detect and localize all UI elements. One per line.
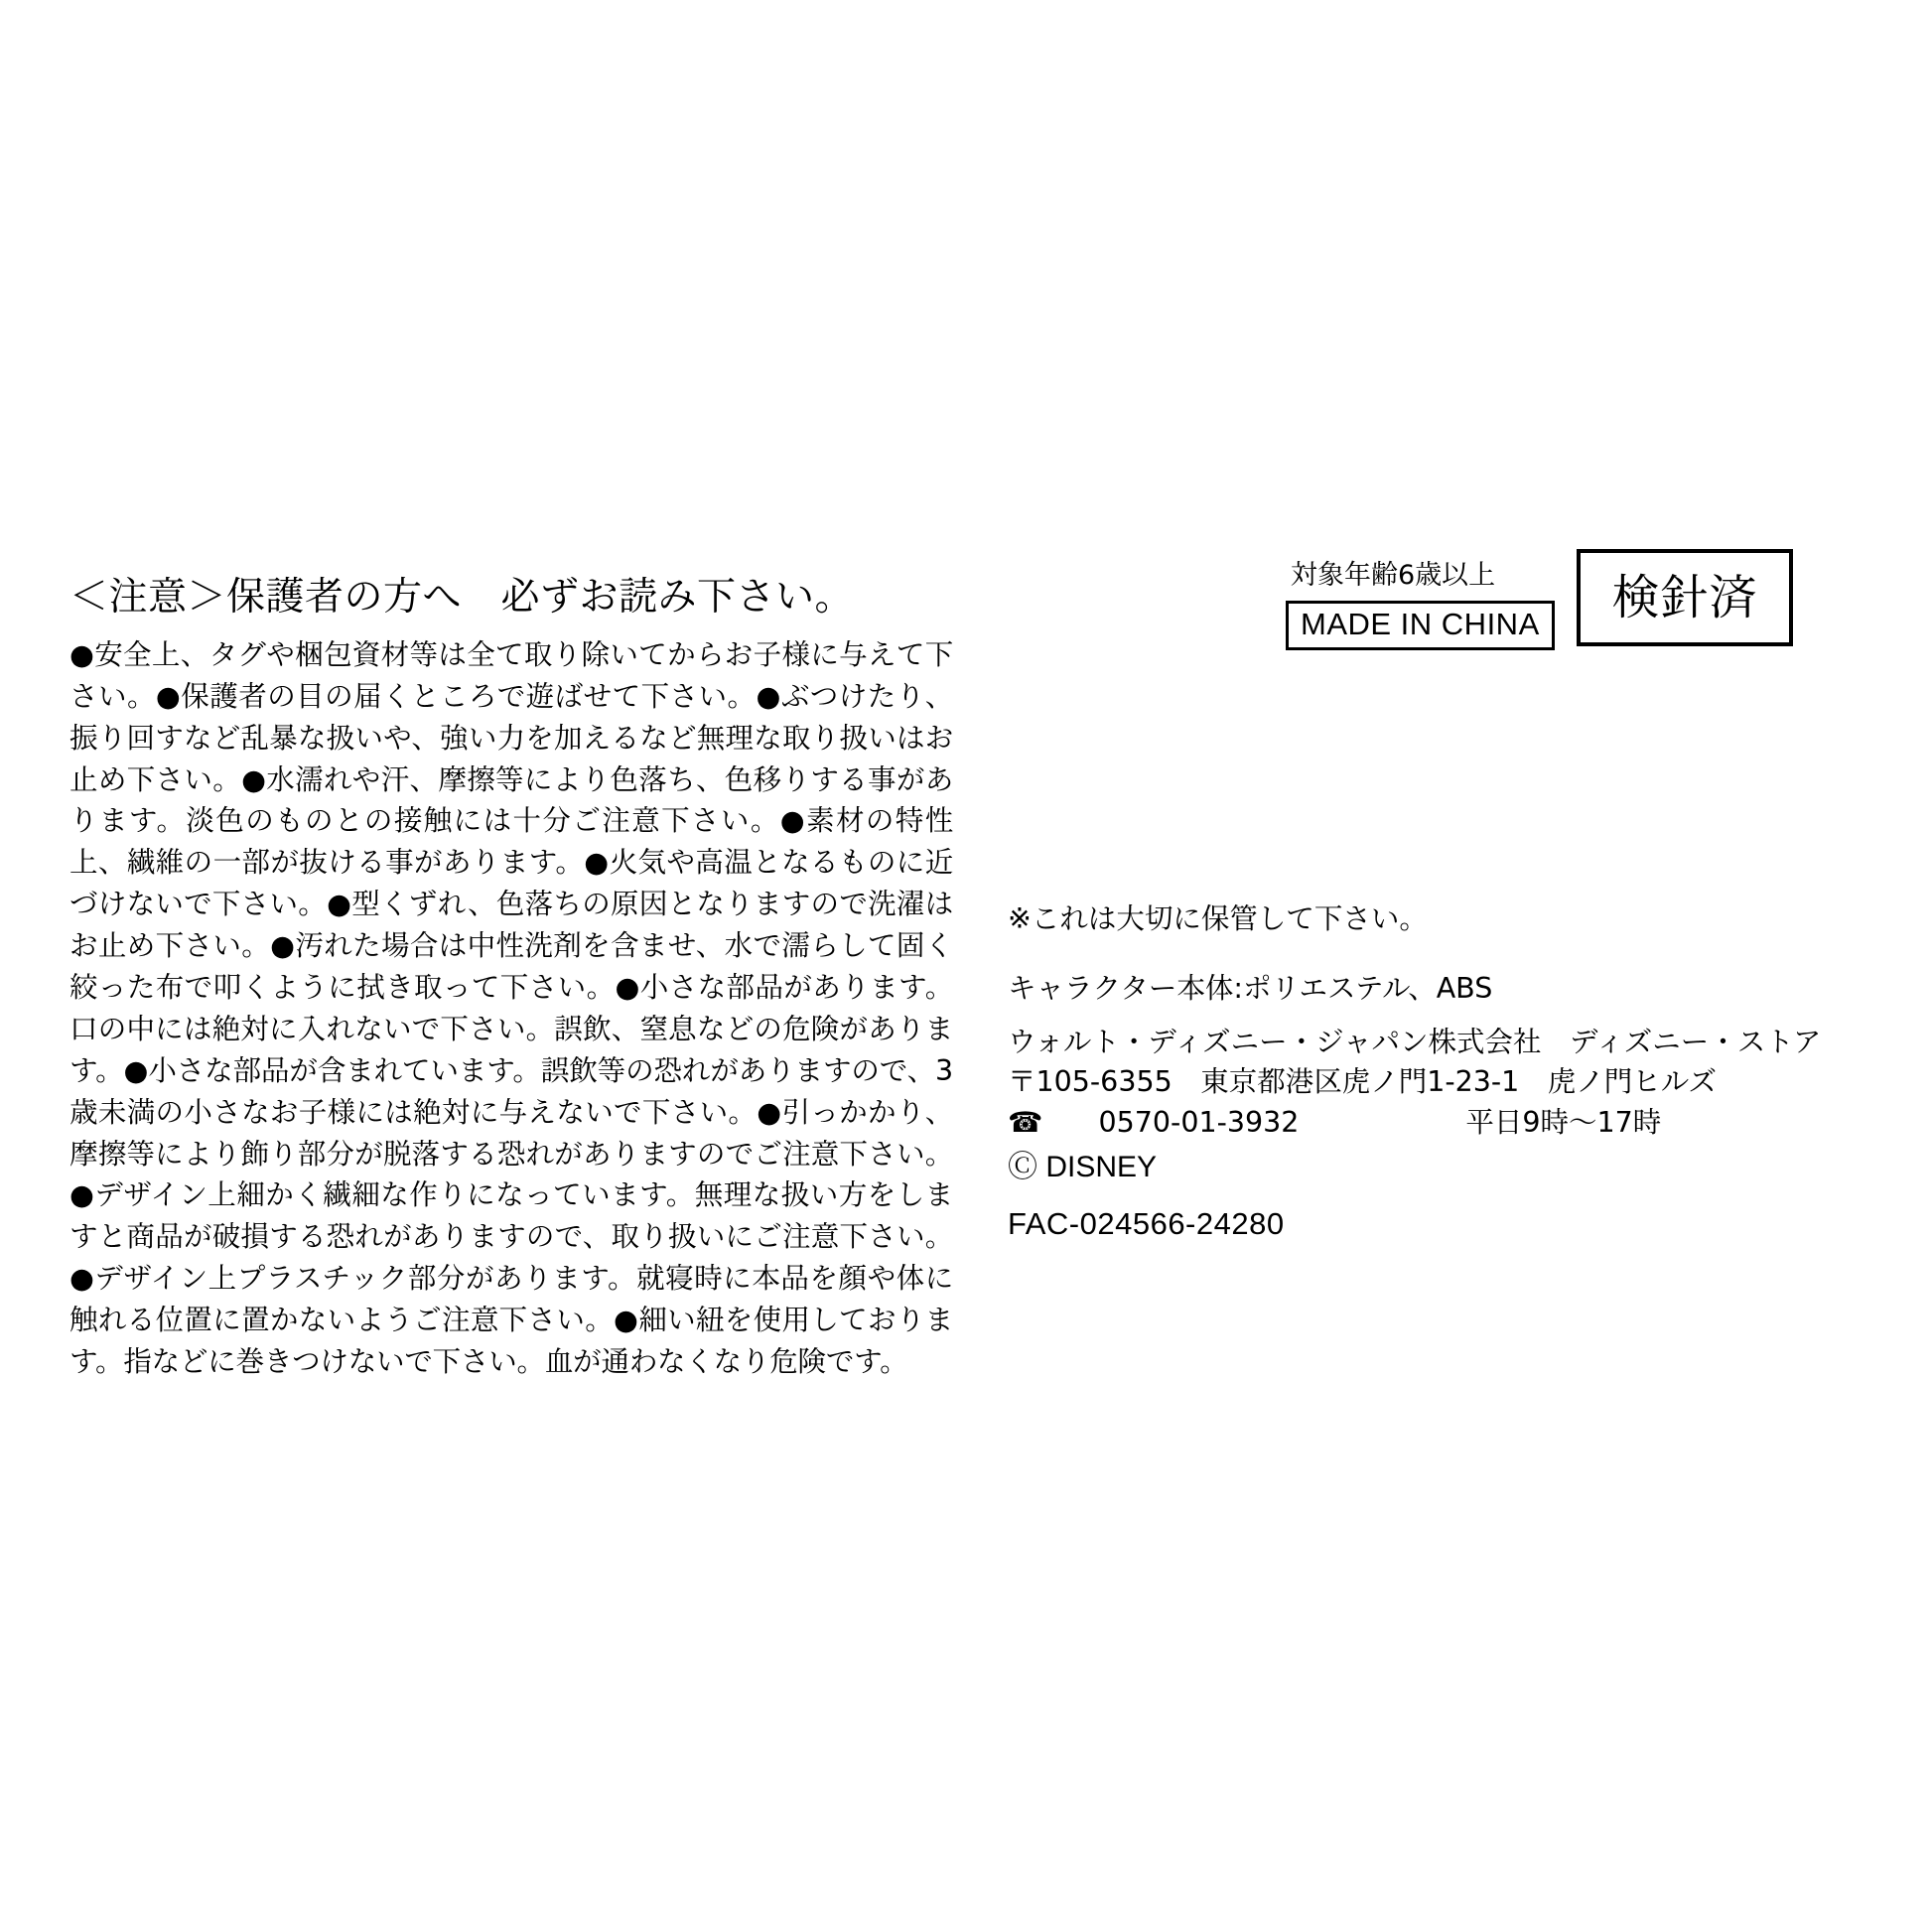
company-business-hours: 平日9時～17時 (1465, 1105, 1662, 1139)
made-in-china-badge: MADE IN CHINA (1286, 601, 1555, 650)
material-composition-text: キャラクター本体:ポリエステル、ABS (1008, 972, 1493, 1005)
caution-heading: ＜注意＞保護者の方へ 必ずお読み下さい。 (69, 575, 855, 620)
telephone-icon: ☎ (1008, 1105, 1043, 1139)
company-phone-number: 0570-01-3932 (1098, 1105, 1300, 1139)
company-phone-row (1008, 1103, 1821, 1143)
badge-group (1291, 561, 1847, 670)
caution-body-text: ●安全上、タグや梱包資材等は全て取り除いてからお子様に与えて下さい。●保護者の目の届くところで遊ばせて下さい。●ぶつけたり、振り回すなど乱暴な扱いや、強い力を加えるなど無理な取り扱いはお止め下さい。●水濡れや汗、摩擦等により色落ち、色移りする事があります。淡色のものとの接触には十分ご注意下さい。●素材の特性上、繊維の一部が抜ける事があります。●火気や高温となるものに近づけないで下さい。●型くずれ、色落ちの原因となりますので洗濯はお止め下さい。●汚れた場合は中性洗剤を含ませ、水で濡らして固く絞った布で叩くように拭き取って下さい。●小さな部品があります。口の中には絶対に入れないで下さい。誤飲、窒息などの危険があります。●小さな部品が含まれています。誤飲等の恐れがありますので、3歳未満の小さなお子様には絶対に与えないで下さい。●引っかかり、摩擦等により飾り部分が脱落する恐れがありますのでご注意下さい。●デザイン上細かく繊細な作りになっています。無理な扱い方をしますと商品が破損する恐れがありますので、取り扱いにご注意下さい。●デザイン上プラスチック部分があります。就寝時に本品を顔や体に触れる位置に置かないようご注意下さい。●細い紐を使用しております。指などに巻きつけないで下さい。血が通わなくなり危険です。 (69, 637, 953, 1378)
disney-copyright-text: Ⓒ DISNEY (1008, 1151, 1158, 1183)
caution-section (69, 576, 953, 1383)
needle-inspected-label: 検針済 (1611, 570, 1758, 625)
company-address-text: 〒105-6355 東京都港区虎ノ門1-23-1 虎ノ門ヒルズ (1008, 1065, 1717, 1099)
fac-code-text: FAC-024566-24280 (1008, 1206, 1285, 1241)
company-info-block (1008, 1023, 1821, 1143)
company-name-text: ウォルト・ディズニー・ジャパン株式会社 ディズニー・ストア (1008, 1026, 1822, 1058)
needle-inspected-badge (1577, 549, 1793, 646)
keep-note-text: ※これは大切に保管して下さい。 (1008, 902, 1428, 935)
age-recommendation-label: 対象年齢6歳以上 (1291, 560, 1496, 591)
